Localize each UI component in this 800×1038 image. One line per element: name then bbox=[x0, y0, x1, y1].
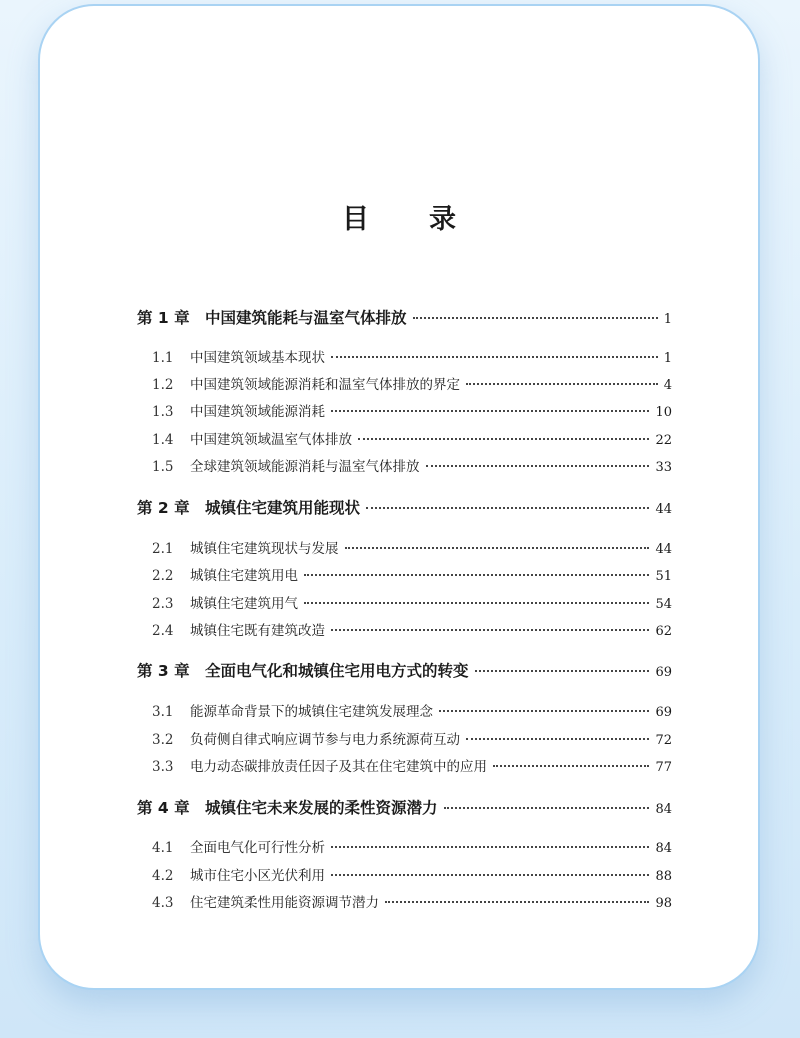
chapter-number: 第 1 章 bbox=[137, 309, 190, 327]
section-number: 2.2 bbox=[152, 568, 174, 584]
section-title: 能源革命背景下的城镇住宅建筑发展理念 bbox=[190, 704, 433, 720]
section-number: 4.1 bbox=[152, 840, 174, 856]
leader-dots bbox=[385, 901, 649, 903]
leader-dots bbox=[304, 602, 649, 604]
toc-chapter-1[interactable] bbox=[137, 306, 672, 328]
toc-section[interactable] bbox=[152, 592, 672, 612]
section-title: 中国建筑领域能源消耗 bbox=[190, 404, 325, 420]
page-number: 4 bbox=[663, 378, 672, 393]
chapter-number: 第 3 章 bbox=[137, 662, 190, 680]
toc-section[interactable] bbox=[152, 564, 672, 584]
section-title: 全面电气化可行性分析 bbox=[190, 840, 325, 856]
chapter-title: 全面电气化和城镇住宅用电方式的转变 bbox=[205, 662, 469, 680]
leader-dots bbox=[493, 765, 649, 767]
leader-dots bbox=[331, 410, 649, 412]
section-title: 城市住宅小区光伏利用 bbox=[190, 868, 325, 884]
page-number: 84 bbox=[655, 802, 672, 817]
leader-dots bbox=[426, 465, 650, 467]
toc-section[interactable] bbox=[152, 728, 672, 748]
section-number: 1.1 bbox=[152, 350, 174, 366]
title-char-1: 目 bbox=[342, 204, 371, 235]
section-title: 中国建筑领域能源消耗和温室气体排放的界定 bbox=[190, 377, 460, 393]
page-number: 54 bbox=[655, 597, 672, 612]
leader-dots bbox=[304, 574, 649, 576]
leader-dots bbox=[345, 547, 650, 549]
section-title: 中国建筑领域温室气体排放 bbox=[190, 432, 352, 448]
section-number: 4.3 bbox=[152, 895, 174, 911]
leader-dots bbox=[475, 670, 650, 672]
toc-section[interactable] bbox=[152, 373, 672, 393]
section-number: 2.3 bbox=[152, 596, 174, 612]
chapter-title: 中国建筑能耗与温室气体排放 bbox=[205, 309, 407, 327]
leader-dots bbox=[466, 738, 649, 740]
chapter-title: 城镇住宅未来发展的柔性资源潜力 bbox=[205, 799, 438, 817]
toc-section[interactable] bbox=[152, 455, 672, 475]
chapter-title: 城镇住宅建筑用能现状 bbox=[205, 499, 361, 517]
leader-dots bbox=[444, 807, 650, 809]
page-number: 44 bbox=[655, 542, 672, 557]
section-title: 住宅建筑柔性用能资源调节潜力 bbox=[190, 895, 379, 911]
chapter-number: 第 4 章 bbox=[137, 799, 190, 817]
section-number: 2.1 bbox=[152, 541, 174, 557]
leader-dots bbox=[366, 507, 649, 509]
page-number: 98 bbox=[655, 896, 672, 911]
leader-dots bbox=[413, 317, 658, 319]
section-number: 3.3 bbox=[152, 759, 174, 775]
leader-dots bbox=[439, 710, 649, 712]
page-number: 44 bbox=[655, 502, 672, 517]
section-number: 1.3 bbox=[152, 404, 174, 420]
toc-chapter-3[interactable] bbox=[137, 659, 672, 681]
leader-dots bbox=[331, 629, 649, 631]
section-title: 全球建筑领域能源消耗与温室气体排放 bbox=[190, 459, 420, 475]
toc-chapter-4[interactable] bbox=[137, 796, 672, 818]
leader-dots bbox=[358, 438, 649, 440]
toc-section[interactable] bbox=[152, 864, 672, 884]
leader-dots bbox=[331, 874, 649, 876]
leader-dots bbox=[331, 846, 649, 848]
page-number: 88 bbox=[655, 869, 672, 884]
title-char-2: 录 bbox=[429, 204, 458, 235]
toc-section[interactable] bbox=[152, 891, 672, 911]
page-number: 77 bbox=[655, 760, 672, 775]
toc-section[interactable] bbox=[152, 619, 672, 639]
section-title: 电力动态碳排放责任因子及其在住宅建筑中的应用 bbox=[190, 759, 487, 775]
page-number: 51 bbox=[655, 569, 672, 584]
toc-section[interactable] bbox=[152, 700, 672, 720]
page-number: 62 bbox=[655, 624, 672, 639]
page-number: 1 bbox=[663, 312, 672, 327]
section-number: 3.2 bbox=[152, 732, 174, 748]
toc-section[interactable] bbox=[152, 755, 672, 775]
section-number: 1.2 bbox=[152, 377, 174, 393]
toc-section[interactable] bbox=[152, 400, 672, 420]
section-title: 城镇住宅建筑现状与发展 bbox=[190, 541, 339, 557]
page-number: 10 bbox=[655, 405, 672, 420]
section-number: 1.4 bbox=[152, 432, 174, 448]
page-number: 69 bbox=[655, 705, 672, 720]
toc-chapter-2[interactable] bbox=[137, 496, 672, 518]
page-number: 72 bbox=[655, 733, 672, 748]
section-number: 3.1 bbox=[152, 704, 174, 720]
page-number: 1 bbox=[663, 351, 672, 366]
section-title: 城镇住宅建筑用电 bbox=[190, 568, 298, 584]
leader-dots bbox=[331, 356, 658, 358]
page-number: 84 bbox=[655, 841, 672, 856]
section-number: 2.4 bbox=[152, 623, 174, 639]
section-title: 城镇住宅建筑用气 bbox=[190, 596, 298, 612]
section-title: 中国建筑领域基本现状 bbox=[190, 350, 325, 366]
page-number: 69 bbox=[655, 665, 672, 680]
section-title: 负荷侧自律式响应调节参与电力系统源荷互动 bbox=[190, 732, 460, 748]
page-number: 33 bbox=[655, 460, 672, 475]
toc-section[interactable] bbox=[152, 428, 672, 448]
chapter-number: 第 2 章 bbox=[137, 499, 190, 517]
toc-section[interactable] bbox=[152, 537, 672, 557]
section-number: 4.2 bbox=[152, 868, 174, 884]
page-number: 22 bbox=[655, 433, 672, 448]
toc-section[interactable] bbox=[152, 346, 672, 366]
leader-dots bbox=[466, 383, 658, 385]
section-title: 城镇住宅既有建筑改造 bbox=[190, 623, 325, 639]
toc-section[interactable] bbox=[152, 836, 672, 856]
section-number: 1.5 bbox=[152, 459, 174, 475]
